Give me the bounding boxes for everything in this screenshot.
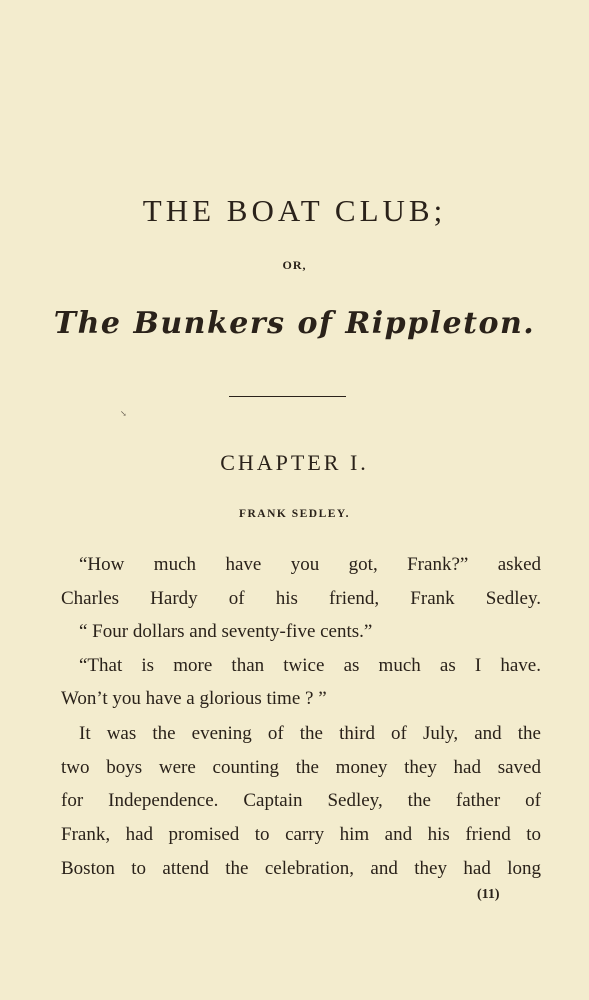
body-line: Charles Hardy of his friend, Frank Sedley. bbox=[61, 588, 541, 609]
divider-rule bbox=[229, 396, 346, 397]
chapter-heading: CHAPTER I. bbox=[220, 450, 369, 475]
body-line: Boston to attend the celebration, and they had long bbox=[61, 858, 541, 879]
body-line: Frank, had promised to carry him and his friend to bbox=[61, 824, 541, 845]
body-line: two boys were counting the money they had saved bbox=[61, 757, 541, 778]
page-number: (11) bbox=[477, 887, 500, 902]
chapter-subheading: FRANK SEDLEY. bbox=[238, 508, 351, 520]
print-speck: ↘ bbox=[120, 409, 127, 418]
body-line: Won’t you have a glorious time ? ” bbox=[61, 688, 327, 709]
body-line: “How much have you got, Frank?” asked bbox=[79, 554, 541, 575]
body-line: “That is more than twice as much as I have. bbox=[79, 655, 541, 676]
book-subtitle: The Bunkers of Rippleton. bbox=[53, 306, 536, 341]
title-connector: OR, bbox=[282, 258, 307, 272]
book-title: THE BOAT CLUB; bbox=[142, 193, 447, 228]
body-line: for Independence. Captain Sedley, the father of bbox=[61, 790, 541, 811]
body-line: “ Four dollars and seventy-five cents.” bbox=[79, 621, 373, 642]
body-line: It was the evening of the third of July, and the bbox=[79, 723, 541, 744]
